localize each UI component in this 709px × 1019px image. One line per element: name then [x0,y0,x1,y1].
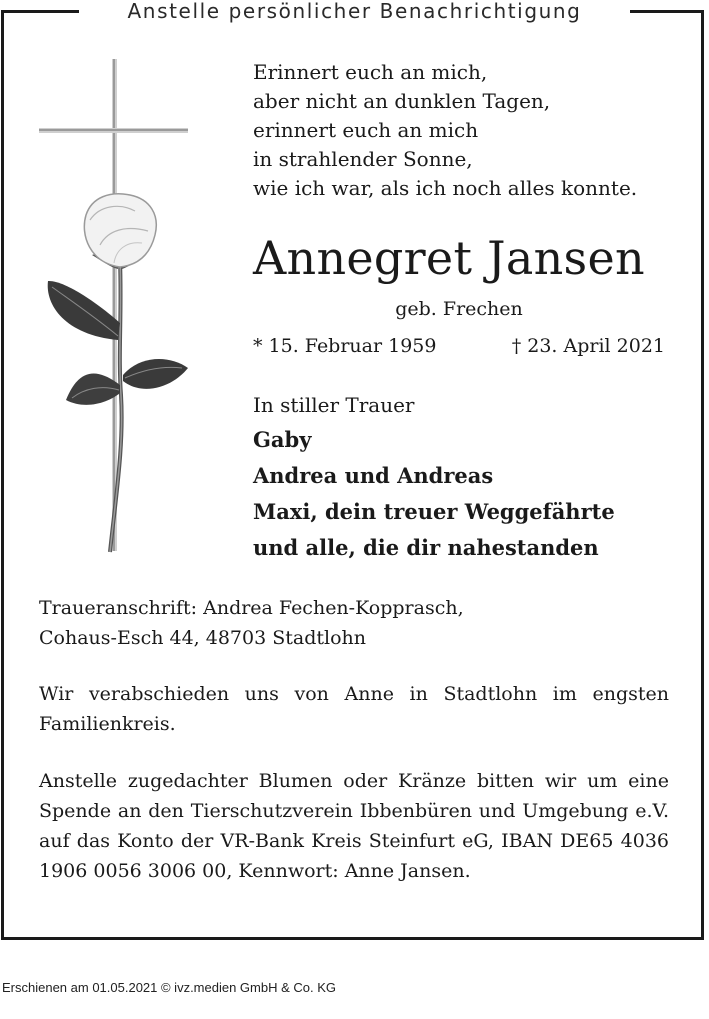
mourning-intro: In stiller Trauer [253,393,415,417]
mourner-name: Andrea und Andreas [253,463,494,488]
mourner-name: und alle, die dir nahestanden [253,535,599,560]
birth-date: * 15. Februar 1959 [253,335,437,357]
memorial-poem [253,58,693,203]
mourning-address [39,593,669,653]
address-line: Cohaus-Esch 44, 48703 Stadtlohn [39,627,366,649]
farewell-text: Wir verabschieden uns von Anne in Stadtlohn im engsten Familienkreis. [39,683,669,735]
memorial-artwork [30,55,205,560]
address-line: Traueranschrift: Andrea Fechen-Kopprasch, [39,597,464,619]
poem-line: erinnert euch an mich [253,118,479,142]
notice-header: Anstelle persönlicher Benachrichtigung [127,0,582,23]
frame-top-left-rule [1,10,79,13]
poem-line: in strahlender Sonne, [253,147,473,171]
donation-paragraph [39,766,669,886]
poem-line: wie ich war, als ich noch alles konnte. [253,176,638,200]
farewell-paragraph [39,679,669,739]
poem-line: aber nicht an dunklen Tagen, [253,89,551,113]
mourner-name: Maxi, dein treuer Weggefährte [253,499,615,524]
birth-name: geb. Frechen [395,298,523,320]
frame-top-right-rule [630,10,704,13]
publication-footer: Erschienen am 01.05.2021 © ivz.medien GmbH & Co. KG [2,980,337,995]
rose-icon [48,194,188,552]
poem-line: Erinnert euch an mich, [253,60,488,84]
deceased-name: Annegret Jansen [253,231,645,285]
mourners-list [253,422,615,566]
mourner-name: Gaby [253,427,312,452]
death-date: † 23. April 2021 [511,335,665,357]
donation-text: Anstelle zugedachter Blumen oder Kränze bitten wir um eine Spende an den Tierschutzverein Ibbenbüren und Umgebung e.V. auf das Konto der VR-Bank Kreis Steinfurt eG, IBAN DE65 4036 1906 0056 3006 00, Kennwort: Anne Jansen. [39,770,669,882]
